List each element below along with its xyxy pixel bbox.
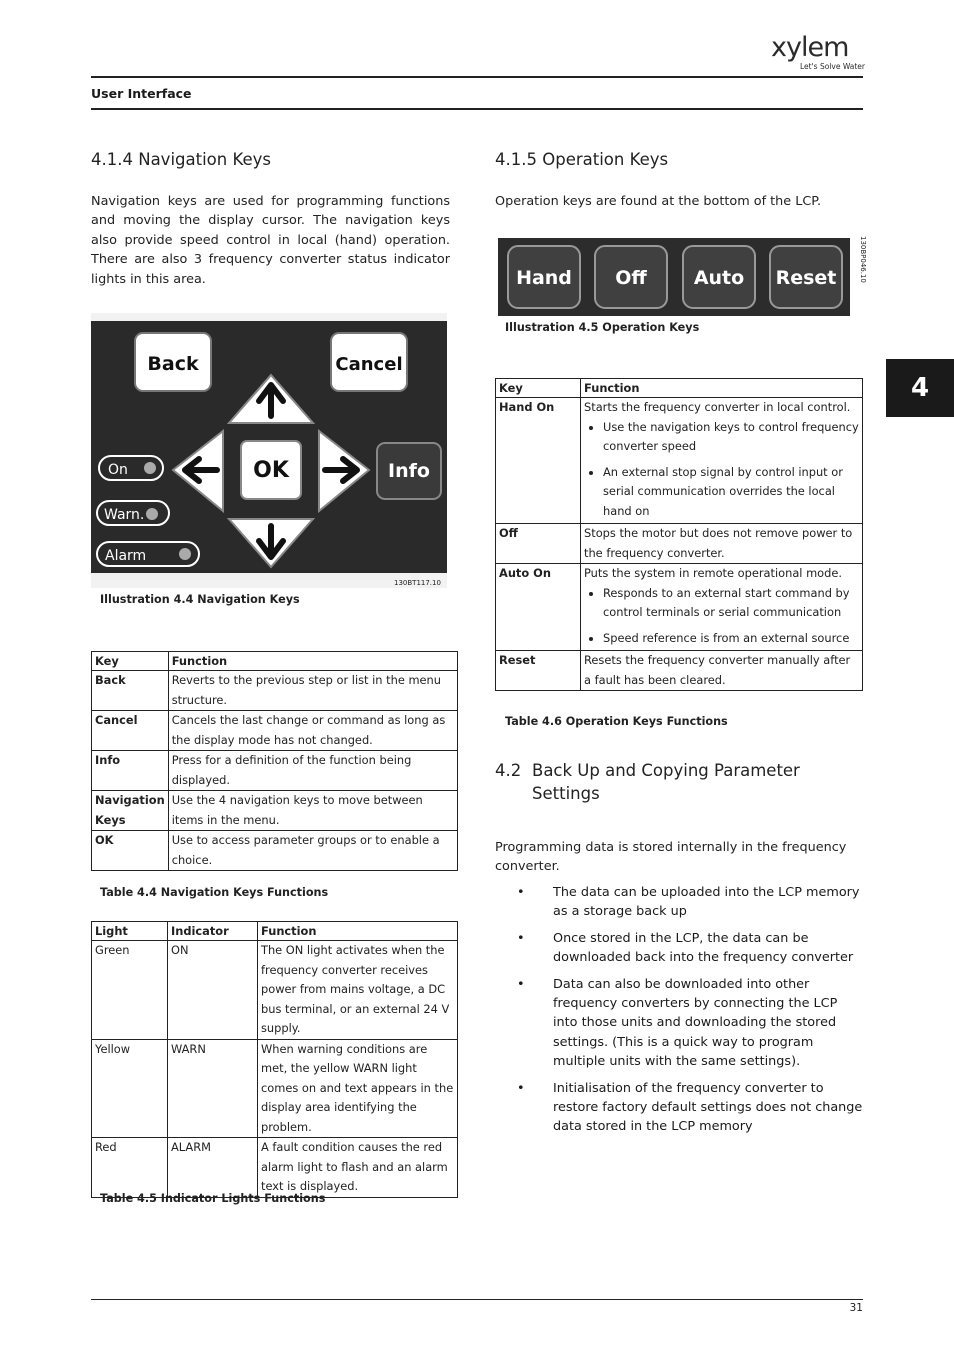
backup-heading-number: 4.2 xyxy=(495,761,522,780)
table-header-cell: Function xyxy=(581,379,863,398)
list-item: • Speed reference is from an external source xyxy=(603,629,859,649)
table-function-cell xyxy=(581,398,863,524)
table-function-cell: Reverts to the previous step or list in the menu structure. xyxy=(168,671,457,711)
table-key-cell: Back xyxy=(92,671,169,711)
on-light-label: On xyxy=(108,462,128,478)
table-row xyxy=(496,398,863,524)
table-header-row xyxy=(92,922,458,941)
off-key-label: Off xyxy=(615,267,647,289)
nav-figure-code: 130BT117.10 xyxy=(394,579,441,587)
nav-keys-graphic xyxy=(91,313,447,588)
nav-keys-caption: Illustration 4.4 Navigation Keys xyxy=(100,593,300,606)
table-row xyxy=(92,671,458,711)
table-header-row xyxy=(92,652,458,671)
warn-light-indicator xyxy=(146,508,158,520)
list-item: • Use the navigation keys to control frequency converter speed xyxy=(603,418,859,457)
header-rule-top xyxy=(91,76,863,78)
nav-keys-heading: 4.1.4 Navigation Keys xyxy=(91,150,271,169)
reset-key-label: Reset xyxy=(775,267,837,289)
auto-key-label: Auto xyxy=(693,267,745,289)
light-function-cell: A fault condition causes the red alarm light to flash and an alarm text is displayed. xyxy=(258,1138,458,1198)
brand-logo: xylem xyxy=(771,32,849,63)
nav-keys-paragraph: Navigation keys are used for programming functions and moving the display cursor. The navigation keys also provide speed control in local (hand) operation. There are also 3 frequency converter status indicator lights in this area. xyxy=(91,194,450,287)
table-key-cell: Cancel xyxy=(92,711,169,751)
table-key-cell: Navigation Keys xyxy=(92,791,169,831)
bullet-icon: • xyxy=(517,930,525,946)
table-row xyxy=(92,1138,458,1198)
op-keys-paragraph: Operation keys are found at the bottom of the LCP. xyxy=(495,194,822,209)
table-key-cell: Hand On xyxy=(496,398,581,524)
backup-paragraph: Programming data is stored internally in the frequency converter. xyxy=(495,840,847,875)
nav-keys-illustration xyxy=(91,313,447,588)
function-text: Puts the system in remote operational mode. xyxy=(584,566,843,580)
list-item-text: Initialisation of the frequency converter to restore factory default settings does not change data stored in the LCP memory xyxy=(553,1080,863,1135)
light-indicator-cell: ALARM xyxy=(168,1138,258,1198)
table-header-cell: Light xyxy=(92,922,168,941)
table-function-cell: Resets the frequency converter manually after a fault has been cleared. xyxy=(581,651,863,691)
table-row xyxy=(496,564,863,651)
table-header-cell: Indicator xyxy=(168,922,258,941)
light-color-cell: Green xyxy=(92,941,168,1040)
table-row xyxy=(496,651,863,691)
hand-key-label: Hand xyxy=(516,267,572,289)
table-row xyxy=(92,1039,458,1138)
ok-key-label: OK xyxy=(253,458,289,483)
on-light-indicator xyxy=(144,462,156,474)
list-item: • An external stop signal by control input or serial communication overrides the local hand on xyxy=(603,463,859,522)
warn-light-label: Warn. xyxy=(104,507,145,523)
table-key-cell: Reset xyxy=(496,651,581,691)
bullet-icon: • xyxy=(517,976,525,992)
list-item xyxy=(495,883,863,922)
table-function-cell: Use the 4 navigation keys to move between items in the menu. xyxy=(168,791,457,831)
list-item xyxy=(495,975,863,1072)
table-row xyxy=(92,941,458,1040)
list-item-text: The data can be uploaded into the LCP memory as a storage back up xyxy=(553,885,860,920)
op-keys-heading: 4.1.5 Operation Keys xyxy=(495,150,669,169)
op-keys-illustration xyxy=(498,236,867,316)
table-row xyxy=(92,791,458,831)
table-row xyxy=(496,524,863,564)
light-color-cell: Red xyxy=(92,1138,168,1198)
cancel-key-label: Cancel xyxy=(335,354,403,375)
lights-table-caption: Table 4.5 Indicator Lights Functions xyxy=(100,1192,326,1205)
lights-table xyxy=(91,921,458,1198)
backup-heading-line2: Settings xyxy=(532,784,600,803)
back-key-label: Back xyxy=(147,353,199,375)
table-key-cell: OK xyxy=(92,831,169,871)
op-figure-code: 130BP046.10 xyxy=(859,236,867,283)
op-table-caption: Table 4.6 Operation Keys Functions xyxy=(505,715,728,728)
table-function-cell xyxy=(581,564,863,651)
function-bullets xyxy=(584,418,859,522)
light-function-cell: When warning conditions are met, the yellow WARN light comes on and text appears in the display area identifying the problem. xyxy=(258,1039,458,1138)
header-rule-bottom xyxy=(91,108,863,110)
table-function-cell: Cancels the last change or command as long as the display mode has not changed. xyxy=(168,711,457,751)
light-indicator-cell: WARN xyxy=(168,1039,258,1138)
table-row xyxy=(92,711,458,751)
footer-rule xyxy=(91,1299,863,1300)
list-item-text: Once stored in the LCP, the data can be downloaded back into the frequency converter xyxy=(553,930,854,966)
table-key-cell: Auto On xyxy=(496,564,581,651)
list-item xyxy=(495,929,863,968)
backup-bullet-list xyxy=(495,883,863,1144)
op-keys-table xyxy=(495,378,863,691)
table-header-row xyxy=(496,379,863,398)
op-keys-table-wrap xyxy=(495,378,863,691)
alarm-light-indicator xyxy=(179,548,191,560)
nav-keys-table xyxy=(91,651,458,871)
lights-table-wrap xyxy=(91,921,458,1198)
table-function-cell: Stops the motor but does not remove power to the frequency converter. xyxy=(581,524,863,564)
list-item-text: Data can also be downloaded into other frequency converters by connecting the LCP into those units and downloading the stored settings. (This is a quick way to program multiple units with the same settings). xyxy=(553,976,838,1070)
table-header-cell: Function xyxy=(168,652,457,671)
light-function-cell: The ON light activates when the frequency converter receives power from mains voltage, a DC bus terminal, or an external 24 V supply. xyxy=(258,941,458,1040)
page-number: 31 xyxy=(849,1302,863,1314)
list-item: • Responds to an external start command by control terminals or serial communication xyxy=(603,584,859,623)
alarm-light-label: Alarm xyxy=(105,548,147,564)
table-row xyxy=(92,831,458,871)
light-color-cell: Yellow xyxy=(92,1039,168,1138)
nav-keys-table-wrap xyxy=(91,651,458,871)
backup-heading-line1: Back Up and Copying Parameter xyxy=(532,761,800,780)
chapter-tab: 4 xyxy=(886,359,954,417)
section-title: User Interface xyxy=(91,86,192,101)
table-header-cell: Function xyxy=(258,922,458,941)
list-item xyxy=(495,1079,863,1137)
function-text: Starts the frequency converter in local control. xyxy=(584,400,851,414)
light-indicator-cell: ON xyxy=(168,941,258,1040)
table-row xyxy=(92,751,458,791)
table-function-cell: Use to access parameter groups or to enable a choice. xyxy=(168,831,457,871)
bullet-icon: • xyxy=(517,1080,525,1096)
brand-tagline: Let's Solve Water xyxy=(800,62,865,71)
table-header-cell: Key xyxy=(496,379,581,398)
info-key-label: Info xyxy=(388,460,430,482)
op-keys-graphic xyxy=(498,238,850,316)
bullet-icon: • xyxy=(517,885,525,900)
op-keys-caption: Illustration 4.5 Operation Keys xyxy=(505,321,700,334)
table-header-cell: Key xyxy=(92,652,169,671)
table-key-cell: Off xyxy=(496,524,581,564)
table-function-cell: Press for a definition of the function being displayed. xyxy=(168,751,457,791)
nav-table-caption: Table 4.4 Navigation Keys Functions xyxy=(100,886,329,899)
function-bullets xyxy=(584,584,859,649)
table-key-cell: Info xyxy=(92,751,169,791)
